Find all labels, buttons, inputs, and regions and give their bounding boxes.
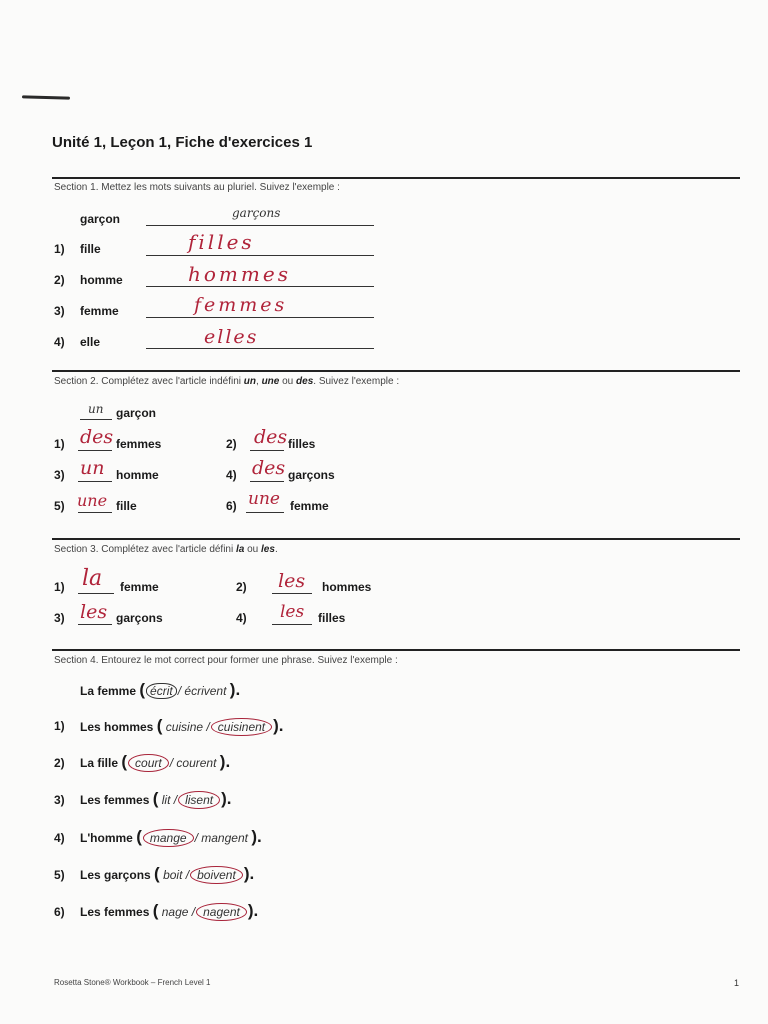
s3-item-4-answer: les (280, 602, 305, 622)
s1-item-2-answer: hommes (188, 262, 291, 286)
s2-item-5-word: fille (116, 499, 137, 513)
s1-item-2-blank (146, 286, 374, 287)
section-2-instruction: Section 2. Complétez avec l'article indéfini un, une ou des. Suivez l'exemple : (54, 376, 400, 387)
s2-item-2-number: 2) (226, 437, 237, 451)
s3-item-2-answer: les (278, 570, 306, 592)
s1-item-1-blank (146, 255, 374, 256)
s2-item-6-number: 6) (226, 499, 237, 513)
section-2-rule (52, 370, 740, 372)
s2-item-4-blank (250, 481, 284, 482)
s4-item-4-circled-option: mange (143, 829, 194, 847)
s1-item-1-number: 1) (54, 242, 65, 256)
s3-item-3-answer: les (80, 601, 108, 623)
section-3-rule (52, 538, 740, 540)
s2-item-3-word: homme (116, 468, 159, 482)
s1-item-2-number: 2) (54, 273, 65, 287)
s4-item-2: La fille ( court / courent ). (80, 752, 231, 771)
s4-item-6: Les femmes ( nage / nagent ). (80, 901, 259, 920)
footer-text: Rosetta Stone® Workbook – French Level 1 (54, 978, 211, 987)
s3-item-2-word: hommes (322, 580, 372, 594)
s2-item-5-blank (78, 512, 112, 513)
s4-item-1-circled-option: cuisinent (211, 718, 272, 736)
s1-example-answer: garçons (232, 206, 281, 220)
s3-item-4-number: 4) (236, 611, 247, 625)
s2-item-4-number: 4) (226, 468, 237, 482)
s3-item-4-blank (272, 624, 312, 625)
s1-item-4-blank (146, 348, 374, 349)
s1-item-1-word: fille (80, 242, 101, 256)
s3-item-3-number: 3) (54, 611, 65, 625)
s4-item-3-circled-option: lisent (178, 791, 220, 809)
section-1-rule (52, 177, 740, 179)
s3-item-1-word: femme (120, 580, 159, 594)
s4-item-5: Les garçons ( boit / boivent ). (80, 864, 255, 883)
s1-item-3-word: femme (80, 304, 119, 318)
s4-item-3: Les femmes ( lit / lisent ). (80, 789, 232, 808)
s1-item-1-answer: filles (188, 230, 255, 254)
s3-item-3-word: garçons (116, 611, 163, 625)
s2-example-answer: un (88, 402, 104, 416)
s2-item-4-word: garçons (288, 468, 335, 482)
s2-item-2-answer: des (254, 426, 288, 448)
s2-item-1-answer: des (80, 426, 114, 448)
s2-item-1-word: femmes (116, 437, 162, 451)
s3-item-2-blank (272, 593, 312, 594)
s4-item-5-circled-option: boivent (190, 866, 243, 884)
section-4-instruction: Section 4. Entourez le mot correct pour former une phrase. Suivez l'exemple : (54, 655, 398, 666)
s3-item-1-answer: la (82, 566, 103, 591)
s3-item-2-number: 2) (236, 580, 247, 594)
s3-item-1-blank (78, 593, 114, 594)
s2-item-1-blank (78, 450, 112, 451)
section-4-rule (52, 649, 740, 651)
s3-item-3-blank (78, 624, 112, 625)
s1-example-blank (146, 225, 374, 226)
section-3-instruction: Section 3. Complétez avec l'article défini la ou les. (54, 544, 278, 555)
s2-item-2-blank (250, 450, 284, 451)
s4-item-2-circled-option: court (128, 754, 169, 772)
s2-item-3-answer: un (80, 457, 105, 479)
s3-item-1-number: 1) (54, 580, 65, 594)
s4-example: La femme ( écrit / écrivent ). (80, 680, 241, 699)
s4-item-1-number: 1) (54, 719, 65, 733)
s2-item-5-number: 5) (54, 499, 65, 513)
s2-item-1-number: 1) (54, 437, 65, 451)
s1-item-2-word: homme (80, 273, 123, 287)
s4-item-4-number: 4) (54, 831, 65, 845)
s2-item-3-blank (78, 481, 112, 482)
s2-item-4-answer: des (252, 457, 286, 479)
pen-stroke-mark (22, 95, 70, 99)
s1-item-4-number: 4) (54, 335, 65, 349)
s2-item-3-number: 3) (54, 468, 65, 482)
s4-item-6-number: 6) (54, 905, 65, 919)
s4-item-4: L'homme ( mange / mangent ). (80, 827, 262, 846)
s2-item-5-answer: une (77, 491, 108, 510)
s1-item-4-answer: elles (204, 326, 259, 348)
s2-example-blank (80, 419, 112, 420)
s4-item-1: Les hommes ( cuisine / cuisinent ). (80, 716, 284, 735)
s1-item-3-number: 3) (54, 304, 65, 318)
s4-example-circled-option: écrit (146, 683, 177, 699)
s2-example-word: garçon (116, 406, 157, 420)
s4-item-3-number: 3) (54, 793, 65, 807)
s2-item-6-word: femme (290, 499, 329, 513)
section-1-instruction: Section 1. Mettez les mots suivants au pluriel. Suivez l'exemple : (54, 182, 340, 193)
s1-example-word: garçon (80, 212, 121, 226)
s2-item-6-answer: une (248, 489, 280, 509)
page-title: Unité 1, Leçon 1, Fiche d'exercices 1 (52, 134, 313, 151)
s4-item-5-number: 5) (54, 868, 65, 882)
s1-item-4-word: elle (80, 335, 101, 349)
page-number: 1 (734, 978, 740, 988)
s2-item-2-word: filles (288, 437, 316, 451)
s4-item-2-number: 2) (54, 756, 65, 770)
s1-item-3-answer: femmes (194, 294, 288, 316)
s2-item-6-blank (246, 512, 284, 513)
s1-item-3-blank (146, 317, 374, 318)
s4-item-6-circled-option: nagent (196, 903, 247, 921)
s3-item-4-word: filles (318, 611, 346, 625)
